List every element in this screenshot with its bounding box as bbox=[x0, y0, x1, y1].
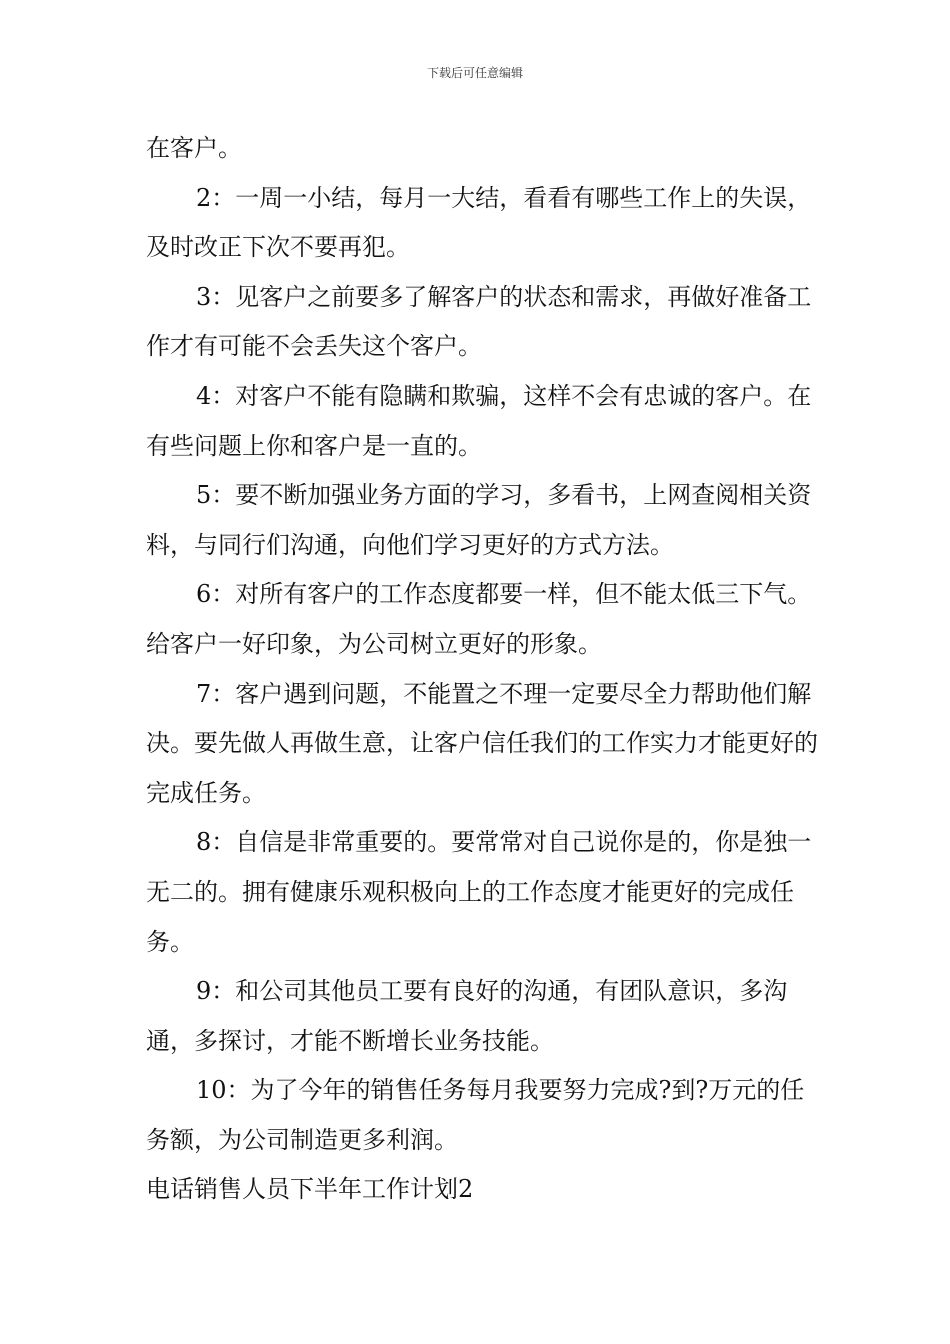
section-heading: 电话销售人员下半年工作计划2 bbox=[146, 1175, 474, 1204]
paragraph: 6：对所有客户的工作态度都要一样，但不能太低三下气。给客户一好印象，为公司树立更好的形象。 bbox=[146, 580, 812, 658]
page-header: 下载后可任意编辑 bbox=[426, 66, 523, 80]
paragraph: 8：自信是非常重要的。要常常对自己说你是的，你是独一无二的。拥有健康乐观积极向上的工作态度才能更好的完成任务。 bbox=[146, 828, 812, 956]
paragraph: 3：见客户之前要多了解客户的状态和需求，再做好准备工作才有可能不会丢失这个客户。 bbox=[146, 282, 812, 361]
paragraph: 5：要不断加强业务方面的学习，多看书，上网查阅相关资料，与同行们沟通，向他们学习更好的方式方法。 bbox=[146, 481, 812, 559]
document-body bbox=[146, 124, 826, 1215]
paragraph: 2：一周一小结，每月一大结，看看有哪些工作上的失误，及时改正下次不要再犯。 bbox=[146, 183, 812, 262]
paragraph: 7：客户遇到问题，不能置之不理一定要尽全力帮助他们解决。要先做人再做生意，让客户信任我们的工作实力才能更好的完成任务。 bbox=[146, 679, 818, 807]
paragraph: 4：对客户不能有隐瞒和欺骗，这样不会有忠诚的客户。在有些问题上你和客户是一直的。 bbox=[146, 381, 812, 460]
paragraph: 在客户。 bbox=[146, 134, 242, 162]
paragraph: 10：为了今年的销售任务每月我要努力完成?到?万元的任务额，为公司制造更多利润。 bbox=[146, 1076, 805, 1154]
paragraph: 9：和公司其他员工要有良好的沟通，有团队意识，多沟通，多探讨，才能不断增长业务技能。 bbox=[146, 977, 788, 1055]
